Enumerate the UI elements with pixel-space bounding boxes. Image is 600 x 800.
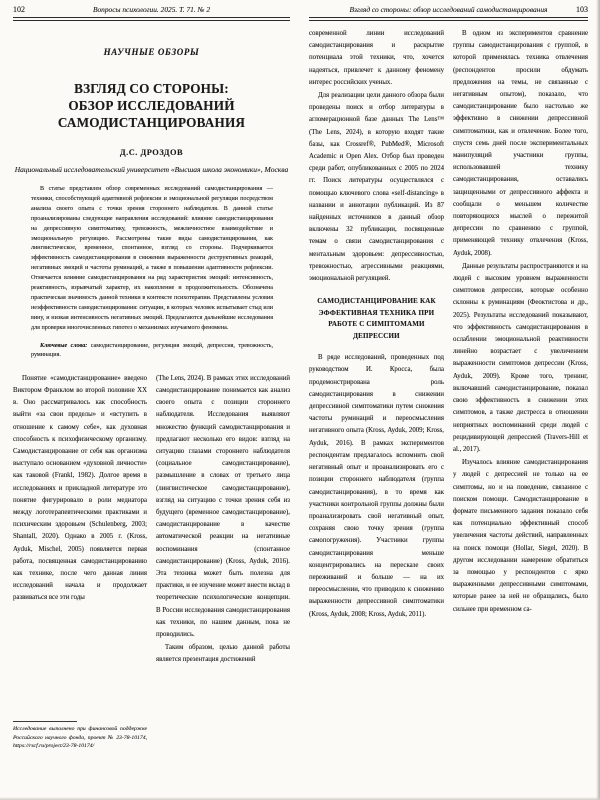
paragraph: В ряде исследований, проведенных под руководством И. Кросса, была продемонстрирована роль самодистанцирования в снижении депрессивной симптоматики путем снижения частоты руминаций и переосмысления негативного опыта (Kross, Ayduk, 2009; Kross, Ayduk, 2016). В рамках экспериментов респондентам предлагалось вспомнить свой негативный опыт и проанализировать его с позиции стороннего наблюдателя (группа самодистанцирования), в то время как участники контрольной группы должны были проанализировать свой негативный опыт, сохраняя свою точку зрения (группа самопогружения). Участники группы самодистанцирования меньше концентрировались на пересказе своих переживаний и больше — на их переосмыслении, что приводило к снижению выраженности депрессивной симптоматики (Kross, Ayduk, 2008; Kross, Ayduk, 2011).	[309, 354, 444, 618]
running-head-right	[309, 5, 588, 15]
section-heading: САМОДИСТАНЦИРОВАНИЕ КАК ЭФФЕКТИВНАЯ ТЕХНИКА ПРИ РАБОТЕ С СИМПТОМАМИ ДЕПРЕССИИ	[317, 297, 436, 340]
left-page-column-2	[156, 373, 290, 751]
keywords-text: самодистанцирование, регуляция эмоций, депрессия, тревожность, руминация.	[31, 342, 273, 359]
header-rule-right	[309, 17, 588, 21]
paragraph: Таким образом, целью данной работы является презентация достижений	[156, 644, 290, 664]
article-title-line1: ВЗГЛЯД СО СТОРОНЫ:	[74, 81, 229, 96]
running-head-left	[13, 5, 290, 15]
left-page-column-1	[13, 373, 147, 751]
page-number-left: 102	[13, 5, 25, 14]
section-label: НАУЧНЫЕ ОБЗОРЫ	[103, 47, 200, 57]
footnote-block	[13, 717, 147, 751]
keywords-label: Ключевые слова:	[40, 342, 88, 349]
paragraph: (The Lens, 2024). В рамках этих исследований самодистанцирование понимается как анализ своего опыта с позиции стороннего наблюдателя. Исследования выявляют множество функций самодистанцирования и предлагают несколько его видов: взгляд на ситуацию глазами стороннего наблюдателя (социальное самодистанцирование), размышление в словах от третьего лица (лингвистическое самодистанцирование), взгляд на ситуацию с точки зрения себя из будущего (временное самодистанцирование), самодистанцирование в качестве автоматической реакции на негативные воспоминания (спонтанное самодистанцирование) (Kross, Ayduk, 2016). Эта техника может быть полезна для практики, и ее изучение может внести вклад в теоретические психологические концепции. В России исследования самодистанцирования как техники, по нашим данным, пока не проводились.	[156, 374, 290, 639]
scan-edge-shadow	[596, 0, 600, 800]
header-rule-left	[13, 17, 290, 21]
right-page	[300, 0, 600, 800]
paragraph: Изучалось влияние самодистанцирования у людей с депрессией не только на ее симптомы, но и на поведение, связанное с поиском помощи. Самодистанцирование в формате письменного задания показало себя как потенциально эффективный способ увеличения частоты действий, направленных на поиск помощи (Hollar, Siegel, 2020). В другом исследовании намерение обратиться за помощью у респондентов с ярко выраженными депрессивными симптомами, которые ранее за ней не обращались, было сильнее при временном са-	[453, 459, 588, 613]
paragraph: В одном из экспериментов сравнение группы самодистанцирования с группой, в которой применялась техника отвлечения (респондентов просили обдумать предложения на темы, не связанные с негативным опытом), показало, что самодистанцирование было настолько же эффективно в снижении депрессивной симптоматики, как и отвлечение. Более того, спустя семь дней после экспериментальных манипуляций участники группы, использовавшей технику самодистанцирования, оставались защищенными от депрессивного аффекта и сообщали о меньшем количестве повторяющихся мыслей о пережитой депрессии по сравнению с группой, применяющей технику отвлечения (Kross, Ayduk, 2008).	[453, 30, 588, 257]
footnote-rule	[13, 721, 77, 722]
paragraph: Данные результаты распространяются и на людей с высоким уровнем выраженности симптомов депрессии, которые особенно склонны к руминациям (Феоктистова и др., 2025). Результаты исследований показывают, что эффективность самодистанцирования в ослаблении эмоциональной реактивности линейно возрастает с увеличением выраженности симптомов депрессии (Kross, Ayduk, 2009). Кроме того, тренинг, включавший самодистанцирование, показал свою эффективность в снижении этих симптомов, а также дистресса в отношении неприятных воспоминаний среди людей с рецидивирующей депрессией (Travers-Hill et al., 2017).	[453, 262, 588, 453]
page-number-right: 103	[576, 5, 588, 14]
body-columns-right	[309, 28, 588, 790]
footnote: Исследование выполнено при финансовой поддержке Российского научного фонда, проект № 23-78-10174, https://rscf.ru/project/23-78-10174/	[13, 726, 147, 750]
running-title-left: Вопросы психологии. 2025. Т. 71. № 2	[92, 5, 211, 14]
keywords	[31, 342, 273, 361]
abstract: В статье представлен обзор современных исследований самодистанцирования — техники, способствующей адаптивной рефлексии и эмоциональной регуляции посредством анализа своего опыта с точки зрения стороннего наблюдателя. В данной статье проанализированы следующие направления исследований: влияние самодистанцирования на депрессивную симптоматику, тревожность, межличностное взаимодействие и эмоциональную регуляцию. Рассмотрены такие виды самодистанцирования, как лингвистическое, временное, спонтанное, взгляд со стороны. Подчеркивается эффективность самодистанцирования в снижении выраженности деструктивных реакций, негативных эмоций и частоты руминаций, а также в повышении адаптивности рефлексии. Отмечается влияние самодистанцирования на ряд характеристик эмоций: интенсивность, реактивность, взрывчатый характер, их накопление и продолжительность. Обозначена практическая значимость данной техники в контексте психотерапии. Представлены условия неэффективности самодистанцирования: ситуации, в которых человек испытывает стыд или вину, и низкая интенсивность негативных эмоций. Предлагаются дальнейшие исследования для проверки многочисленных гипотез о механизмах изучаемого феномена.	[31, 186, 273, 331]
article-title-line2: ОБЗОР ИССЛЕДОВАНИЙ САМОДИСТАНЦИРОВАНИЯ	[57, 98, 246, 130]
paragraph: современной линии исследований самодистанцирования и раскрытие потенциала этой техники, что, хочется надеяться, привлечет к данному феномену интерес российских ученых.	[309, 30, 444, 86]
article-author: Д.С. ДРОЗДОВ	[119, 148, 184, 157]
paragraph: Для реализации цели данного обзора были проведены поиск и отбор литературы в агломерационной базе данных The Lens™ (The Lens, 2024), в которую входят такие базы, как Crossref®, PubMed®, Microsoft Academic и Open Alex. Отбор был проведен среди работ, опубликованных с 2005 по 2024 гг. Поиск литературы осуществлялся с помощью ключевого слова «self-distancing» в названии и аннотации публикаций. Из 87 найденных источников в данный обзор включены 32 публикации, посвященные темам о связи самодистанцирования с ментальным здоровьем: депрессивностью, тревожностью, агрессивными реакциями, эмоциональной регуляцией.	[309, 92, 444, 283]
running-title-right: Взгляд со стороны: обзор исследований самодистанцирования	[349, 5, 548, 14]
right-page-column-2	[453, 28, 588, 790]
body-columns-left	[13, 373, 290, 751]
right-page-column-1	[309, 28, 444, 790]
paragraph: Понятие «самодистанцирование» введено Виктором Франклом во второй половине XX в. Оно рассматривалось как способность выйти «за свои пределы» и «вступить в отношение к самому себе», как духовная способность к психофизическому организму. Самодистанцирование от себя как организма выступало основанием «духовной личности» как таковой (Frankl, 1982). Долгое время в исследованиях и прикладной литературе это понятие фигурировало в роли медиатора между логотерапевтическими практиками и психическим здоровьем (Schulenberg, 2003; Shantall, 2020). Однако в 2005 г. (Kross, Ayduk, Mischel, 2005) появляется первая работа, посвященная самодистанцированию как технике, после чего данная линия исследований начала и продолжает развиваться все эти годы	[13, 374, 147, 602]
article-affiliation: Национальный исследовательский университет «Высшая школа экономики», Москва	[14, 165, 289, 174]
article-title	[13, 80, 290, 131]
